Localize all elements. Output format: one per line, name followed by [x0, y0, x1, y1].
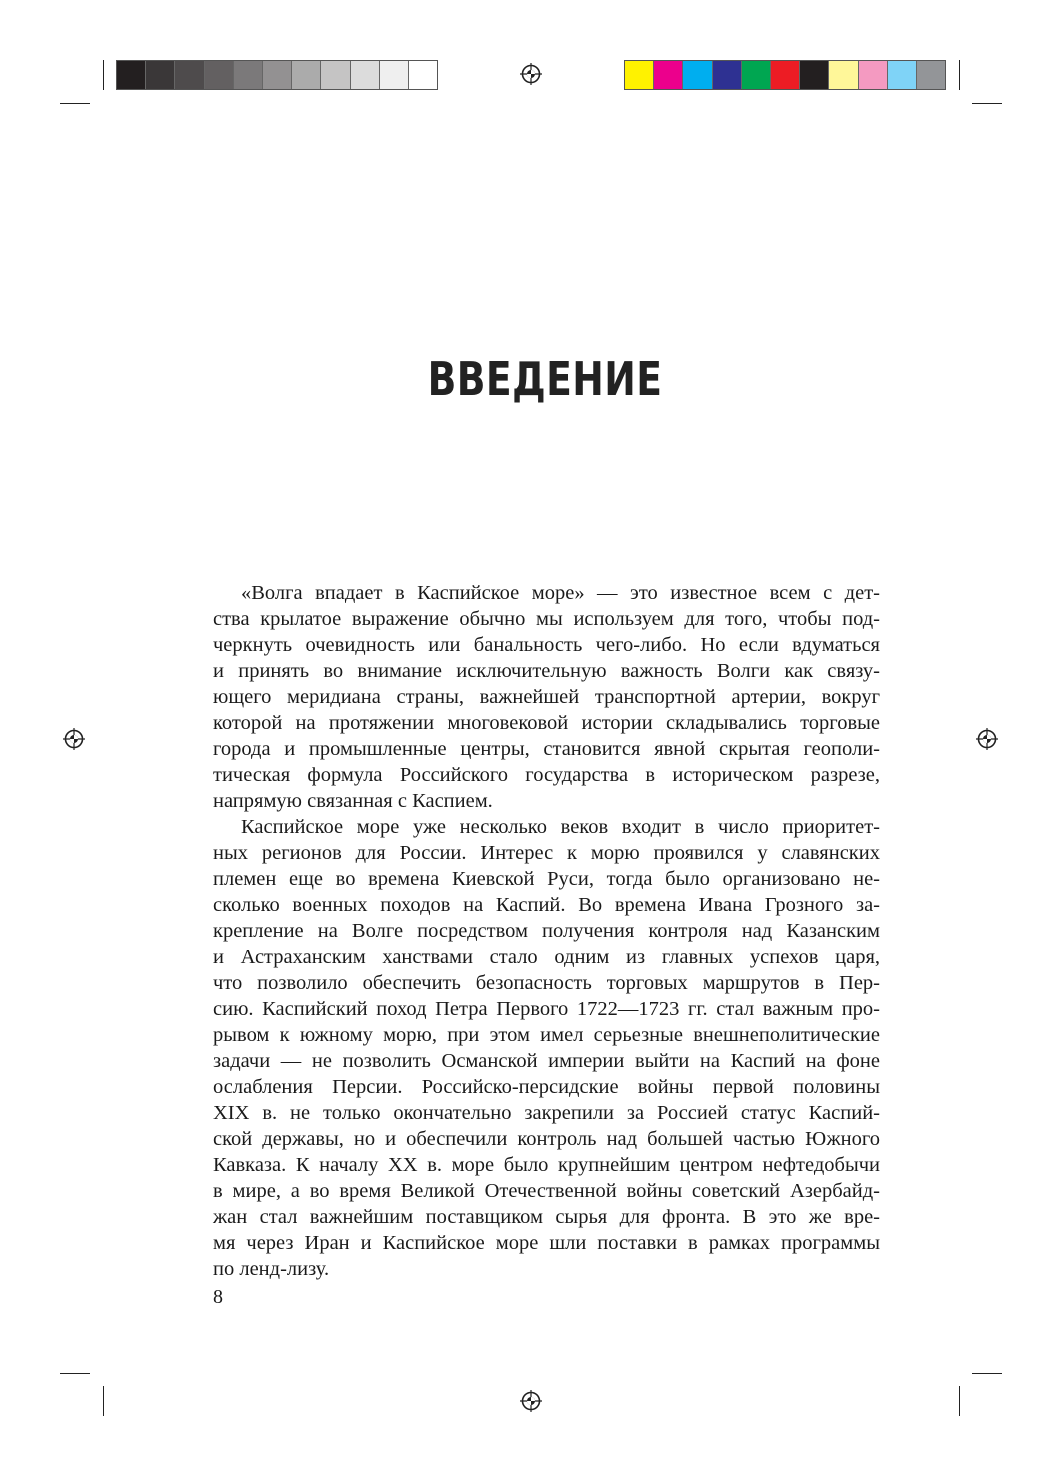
text-line: жан стал важнейшим поставщиком сырья для фронта. В это же вре-: [213, 1206, 880, 1228]
text-line: сколько военных походов на Каспий. Во времена Ивана Грозного за-: [213, 894, 880, 916]
text-line: черкнуть очевидность или банальность чего-либо. Но если вдуматься: [213, 634, 880, 656]
text-line: тическая формула Российского государства в историческом разрезе,: [213, 764, 880, 786]
text-line: XIX в. не только окончательно закрепили за Россией статус Каспий-: [213, 1102, 880, 1124]
text-line: напрямую связанная с Каспием.: [213, 790, 493, 812]
text-line: мя через Иран и Каспийское море шли поставки в рамках программы: [213, 1232, 880, 1254]
chapter-title: ВВЕДЕНИЕ: [427, 352, 663, 406]
color-swatch: [263, 61, 292, 89]
color-swatch: [292, 61, 321, 89]
color-swatch: [917, 61, 945, 89]
registration-target-icon: [520, 1390, 542, 1412]
color-swatch: [683, 61, 712, 89]
text-line: Каспийское море уже несколько веков входит в число приоритет-: [241, 816, 880, 838]
text-line: которой на протяжении многовековой истории складывались торговые: [213, 712, 880, 734]
color-swatch: [321, 61, 350, 89]
color-swatch: [800, 61, 829, 89]
text-line: «Волга впадает в Каспийское море» — это известное всем с дет-: [241, 582, 880, 604]
text-line: города и промышленные центры, становится явной скрытая геополи-: [213, 738, 880, 760]
crop-mark: [60, 103, 90, 104]
text-line: ства крылатое выражение обычно мы используем для того, чтобы под-: [213, 608, 880, 630]
crop-mark: [103, 1386, 104, 1416]
color-swatch: [742, 61, 771, 89]
text-line: задачи — не позволить Османской империи выйти на Каспий на фоне: [213, 1050, 880, 1072]
color-swatch: [771, 61, 800, 89]
text-line: в мире, а во время Великой Отечественной войны советский Азербайд-: [213, 1180, 880, 1202]
text-line: сию. Каспийский поход Петра Первого 1722—1723 гг. стал важным про-: [213, 998, 880, 1020]
text-line: что позволило обеспечить безопасность торговых маршрутов в Пер-: [213, 972, 880, 994]
text-line: Кавказа. К началу XX в. море было крупнейшим центром нефтедобычи: [213, 1154, 880, 1176]
color-swatch: [859, 61, 888, 89]
text-line: ской державы, но и обеспечили контроль над большей частью Южного: [213, 1128, 880, 1150]
page-number: 8: [213, 1286, 223, 1308]
color-swatch: [351, 61, 380, 89]
color-swatch: [117, 61, 146, 89]
color-swatch: [409, 61, 437, 89]
color-swatch: [625, 61, 654, 89]
text-line: ных регионов для России. Интерес к морю проявился у славянских: [213, 842, 880, 864]
color-swatch: [146, 61, 175, 89]
crop-mark: [972, 103, 1002, 104]
color-swatch: [888, 61, 917, 89]
crop-mark: [959, 1386, 960, 1416]
color-swatch: [175, 61, 204, 89]
crop-mark: [103, 60, 104, 90]
text-line: и Астраханским ханствами стало одним из главных успехов царя,: [213, 946, 880, 968]
crop-mark: [972, 1373, 1002, 1374]
grayscale-color-bar: [116, 60, 438, 90]
text-line: племен еще во времена Киевской Руси, тогда было организовано не-: [213, 868, 880, 890]
body-text: [213, 580, 880, 1282]
color-swatch: [380, 61, 409, 89]
text-line: и принять во внимание исключительную важность Волги как связу-: [213, 660, 880, 682]
color-swatch: [654, 61, 683, 89]
registration-target-icon: [976, 728, 998, 750]
crop-mark: [60, 1373, 90, 1374]
process-color-bar: [624, 60, 946, 90]
text-line: крепление на Волге посредством получения контроля над Казанским: [213, 920, 880, 942]
color-swatch: [829, 61, 858, 89]
color-swatch: [234, 61, 263, 89]
text-line: ющего меридиана страны, важнейшей транспортной артерии, вокруг: [213, 686, 880, 708]
color-swatch: [205, 61, 234, 89]
text-line: рывом к южному морю, при этом имел серьезные внешнеполитические: [213, 1024, 880, 1046]
text-line: ослабления Персии. Российско-персидские войны первой половины: [213, 1076, 880, 1098]
crop-mark: [959, 60, 960, 90]
registration-target-icon: [520, 63, 542, 85]
color-swatch: [713, 61, 742, 89]
text-line: по ленд-лизу.: [213, 1258, 330, 1280]
registration-target-icon: [63, 728, 85, 750]
